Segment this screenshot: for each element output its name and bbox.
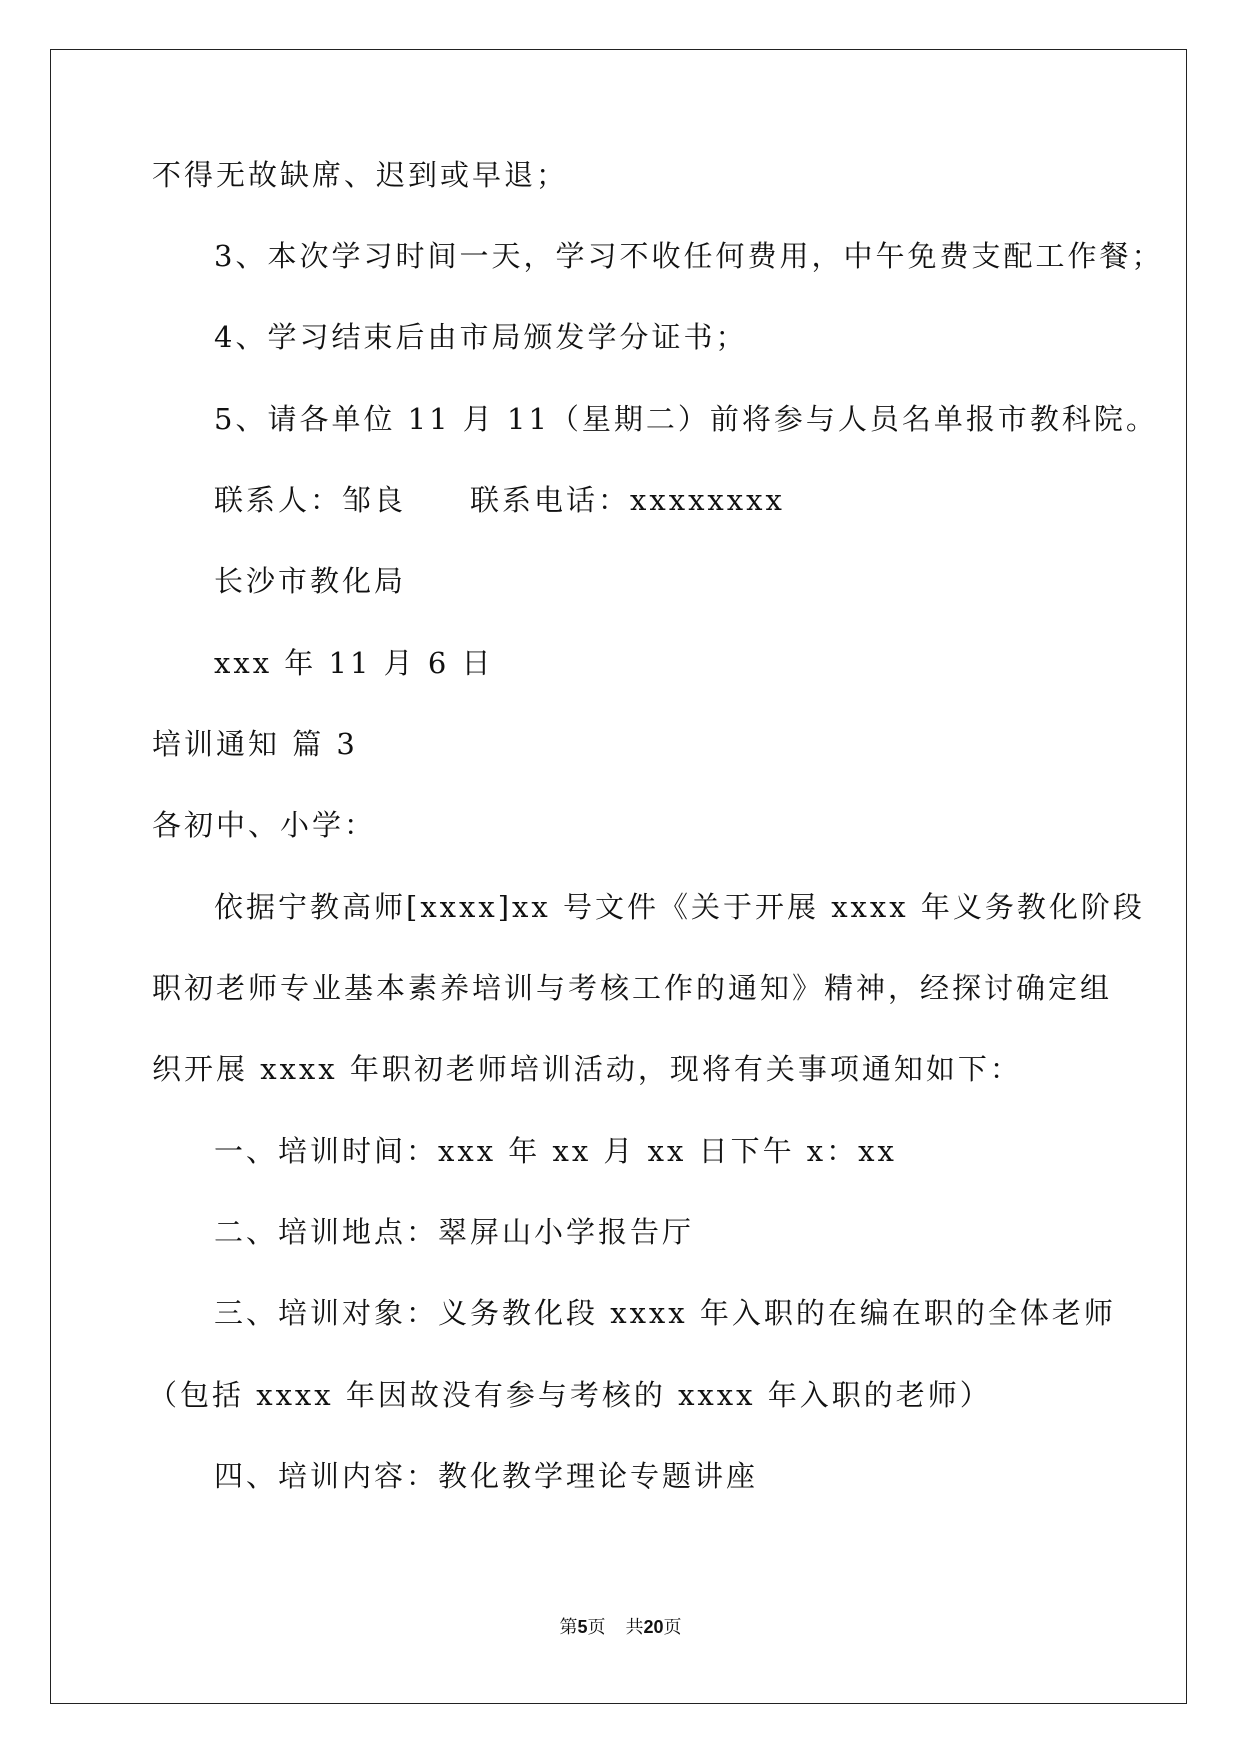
text-line-15: 三、培训对象：义务教化段 xxxx 年入职的在编在职的全体老师 (214, 1296, 1116, 1330)
footer-page-number: 5 (577, 1617, 588, 1637)
text-line-2: 3、本次学习时间一天，学习不收任何费用，中午免费支配工作餐； (214, 239, 1164, 273)
text-line-3: 4、学习结束后由市局颁发学分证书； (214, 320, 748, 354)
page-footer (0, 1616, 1241, 1638)
text-line-12: 织开展 xxxx 年职初老师培训活动，现将有关事项通知如下： (152, 1052, 1022, 1086)
text-line-16: （包括 xxxx 年因故没有参与考核的 xxxx 年入职的老师） (148, 1378, 992, 1412)
text-line-14: 二、培训地点：翠屏山小学报告厅 (214, 1215, 695, 1249)
text-line-10: 依据宁教高师[xxxx]xx 号文件《关于开展 xxxx 年义务教化阶段 (214, 890, 1145, 924)
text-line-13: 一、培训时间：xxx 年 xx 月 xx 日下午 x：xx (214, 1134, 897, 1168)
text-line-1: 不得无故缺席、迟到或早退； (152, 158, 569, 192)
footer-total-suffix: 页 (663, 1617, 682, 1637)
date-line: xxx 年 11 月 6 日 (214, 646, 494, 680)
page-border (50, 49, 1187, 1704)
contact-line: 联系人：邹良 联系电话：xxxxxxxx (214, 483, 785, 517)
text-line-17: 四、培训内容：教化教学理论专题讲座 (214, 1459, 759, 1493)
footer-total-prefix: 共 (625, 1617, 644, 1637)
footer-page-suffix: 页 (587, 1617, 606, 1637)
footer-prefix: 第 (559, 1617, 578, 1637)
text-line-4: 5、请各单位 11 月 11（星期二）前将参与人员名单报市教科院。 (214, 402, 1158, 436)
text-line-11: 职初老师专业基本素养培训与考核工作的通知》精神，经探讨确定组 (152, 971, 1113, 1005)
section-heading: 培训通知 篇 3 (152, 727, 358, 761)
salutation-line: 各初中、小学： (152, 808, 377, 842)
footer-total-pages: 20 (643, 1617, 664, 1637)
issuer-line: 长沙市教化局 (214, 564, 407, 598)
